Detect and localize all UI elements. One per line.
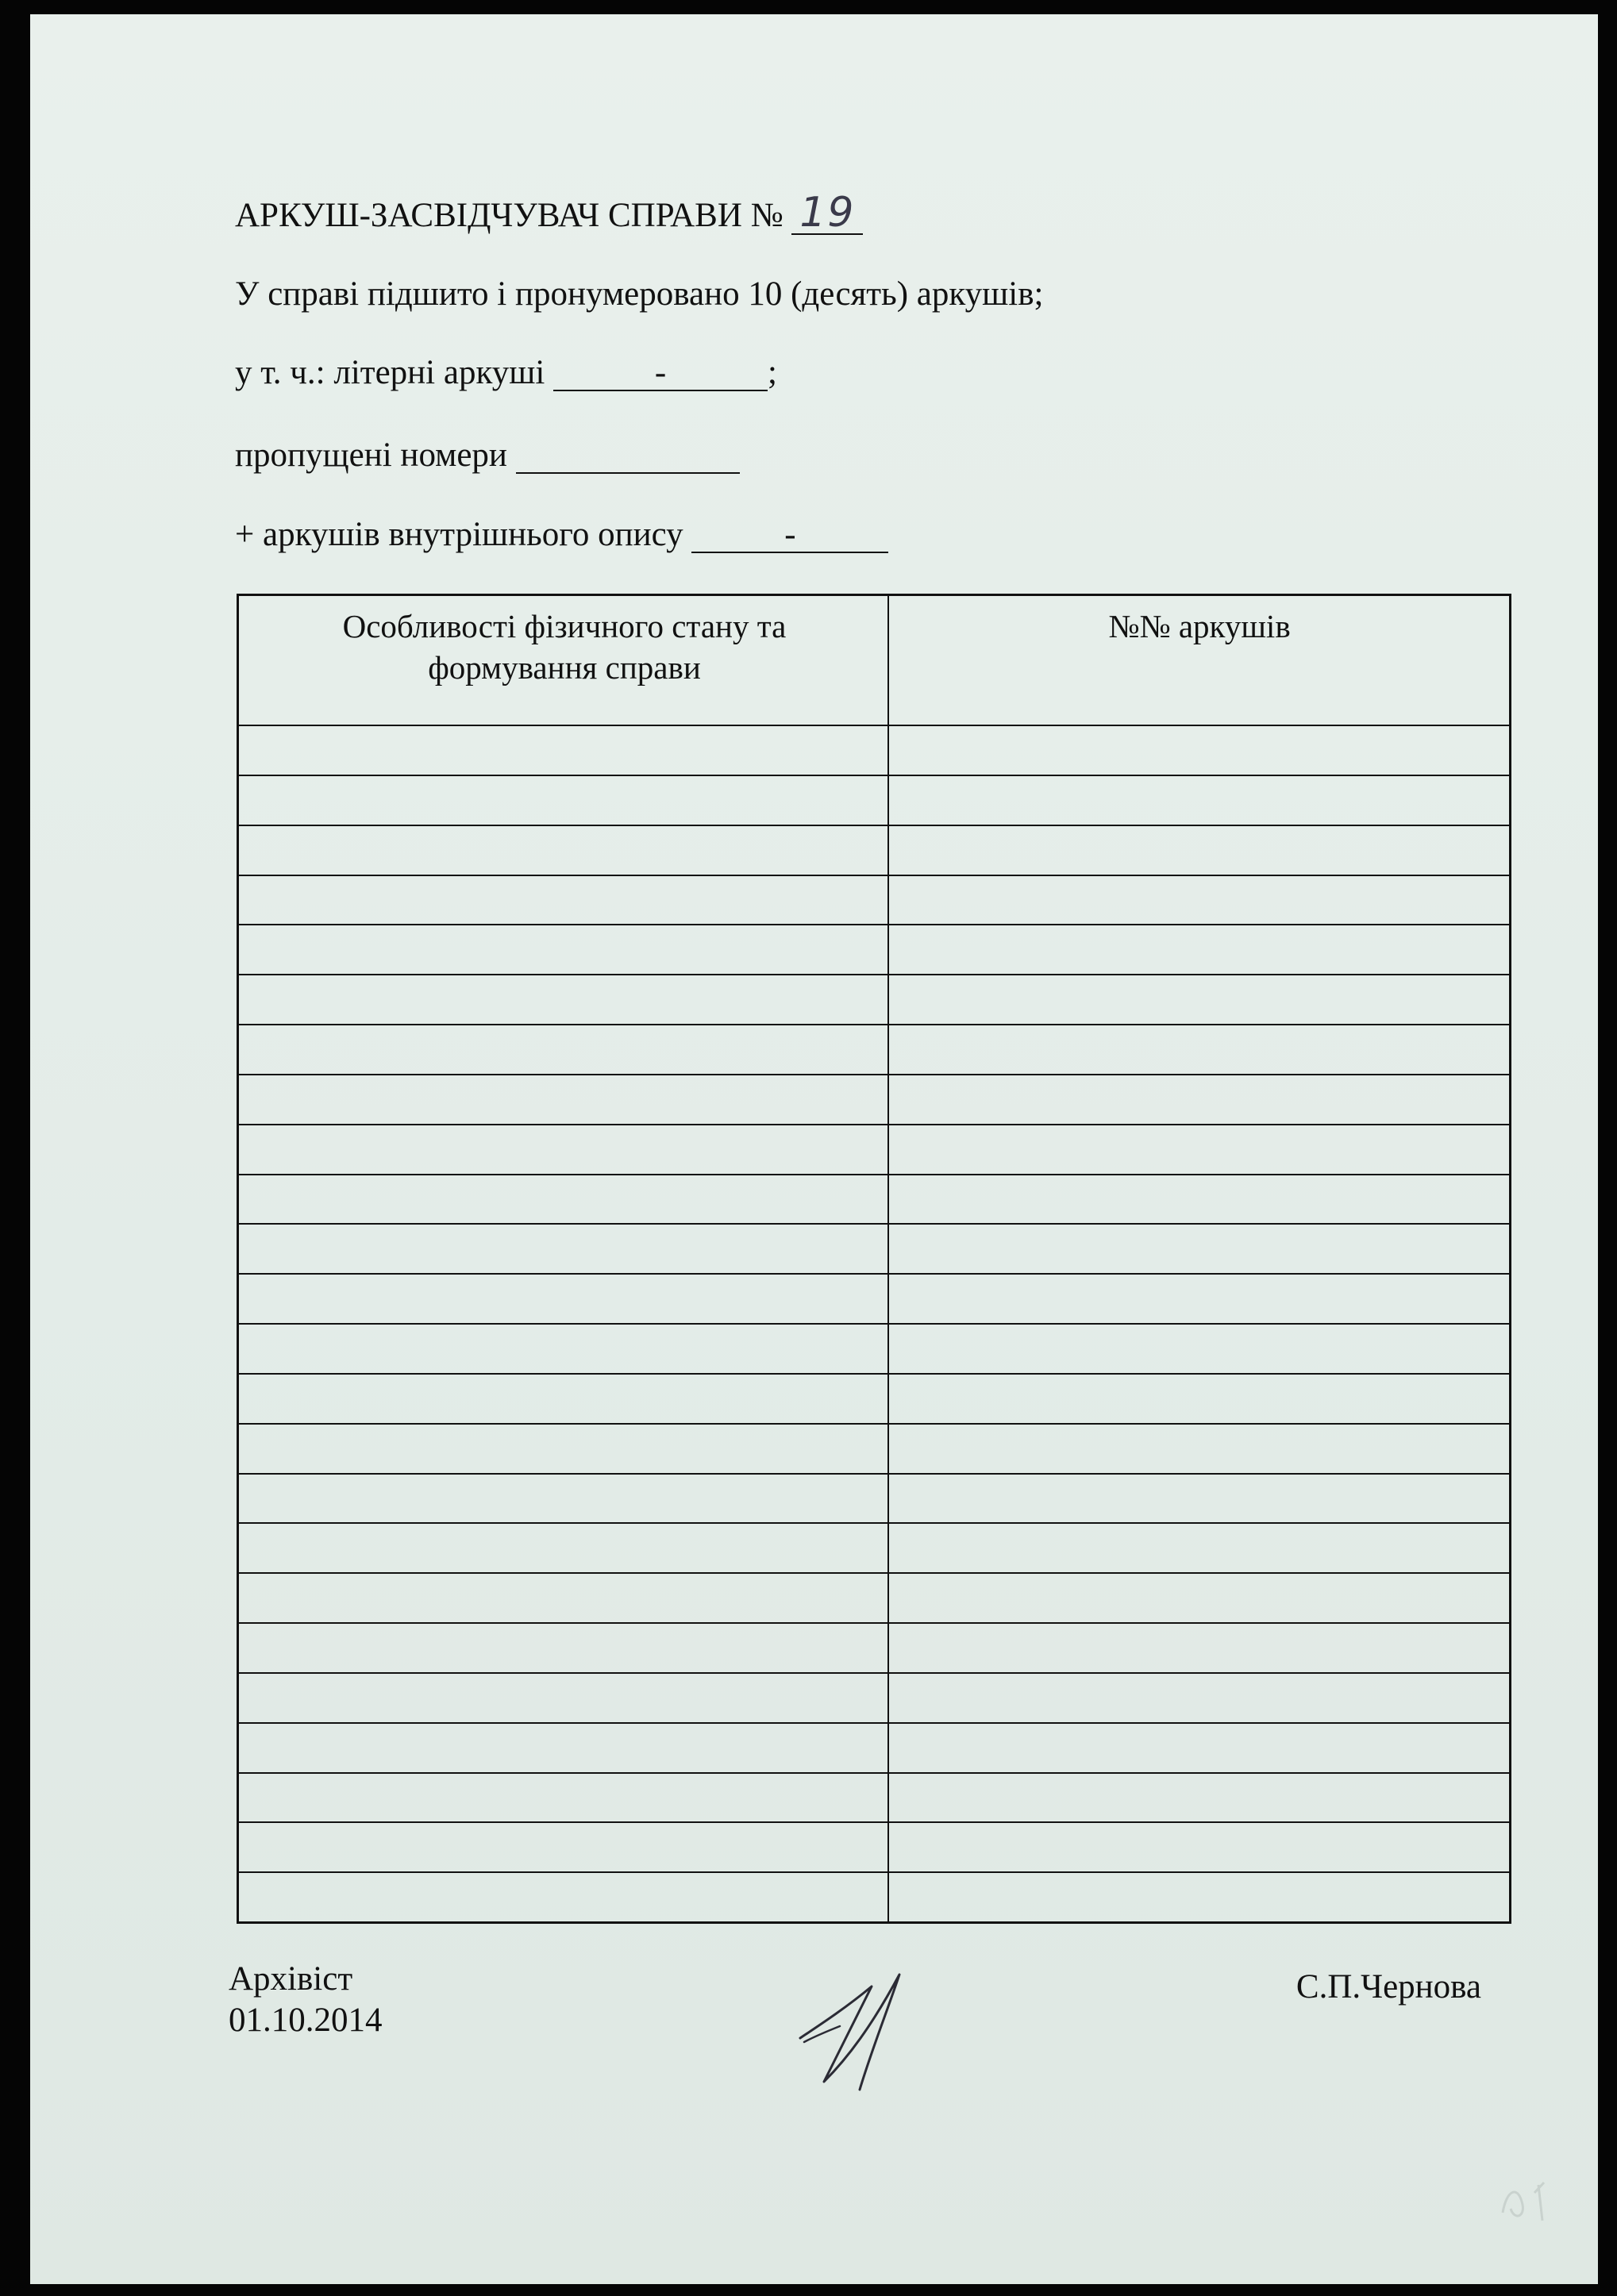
table-row-line: [239, 875, 1509, 876]
table-row-line: [239, 1423, 1509, 1425]
missing-numbers-field: [516, 438, 740, 474]
table-row-line: [239, 1373, 1509, 1375]
archivist-name: С.П.Чернова: [1296, 1968, 1481, 2006]
inner-inventory-value: -: [784, 516, 796, 553]
faint-page-number-mark: [1495, 2173, 1566, 2229]
case-number-field: [791, 189, 863, 237]
letter-sheets-label: у т. ч.: літерні аркуші: [235, 354, 545, 391]
table-row-line: [239, 1772, 1509, 1774]
table-row-line: [239, 1572, 1509, 1574]
letter-sheets-line: [235, 356, 777, 391]
inner-inventory-field: [691, 517, 888, 553]
table-row-line: [239, 924, 1509, 925]
document-sheet: [30, 14, 1598, 2284]
sheets-count-line: У справі підшито і пронумеровано 10 (десять) аркушів;: [235, 275, 1044, 313]
archivist-block: [229, 1959, 383, 2041]
archivist-role: Архівіст: [229, 1960, 353, 1998]
document-title-line: [235, 189, 863, 237]
table-header-sheet-numbers: №№ аркушів: [1108, 608, 1291, 644]
case-number: 19: [799, 189, 856, 237]
table-row-line: [239, 1174, 1509, 1175]
archivist-date: 01.10.2014: [229, 2002, 383, 2039]
table-row-line: [239, 1124, 1509, 1125]
letter-sheets-suffix: ;: [768, 354, 777, 391]
table-row-line: [239, 725, 1509, 726]
table-row-line: [239, 825, 1509, 826]
table-row-line: [239, 1074, 1509, 1075]
table-row-line: [239, 1821, 1509, 1823]
table-row-line: [239, 974, 1509, 975]
inner-inventory-line: [235, 517, 888, 553]
physical-state-table: [237, 594, 1511, 1924]
table-row-line: [239, 1622, 1509, 1624]
table-row-line: [239, 775, 1509, 776]
table-row-line: [239, 1522, 1509, 1524]
table-header-physical-state: Особливості фізичного стану та формування справи: [342, 608, 787, 686]
table-row-line: [239, 1273, 1509, 1275]
table-row-line: [239, 1722, 1509, 1724]
table-row-line: [239, 1871, 1509, 1873]
table-row-line: [239, 1672, 1509, 1674]
letter-sheets-field: [553, 356, 768, 391]
table-row-line: [239, 1024, 1509, 1025]
table-row-line: [239, 1323, 1509, 1325]
signature: [792, 1963, 919, 2098]
table-row-line: [239, 1223, 1509, 1225]
missing-numbers-line: [235, 438, 740, 474]
table-row-line: [239, 1473, 1509, 1475]
document-title: АРКУШ-ЗАСВІДЧУВАЧ СПРАВИ №: [235, 197, 783, 234]
missing-numbers-label: пропущені номери: [235, 437, 507, 474]
letter-sheets-value: -: [654, 354, 667, 391]
inner-inventory-label: + аркушів внутрішнього опису: [235, 516, 683, 553]
